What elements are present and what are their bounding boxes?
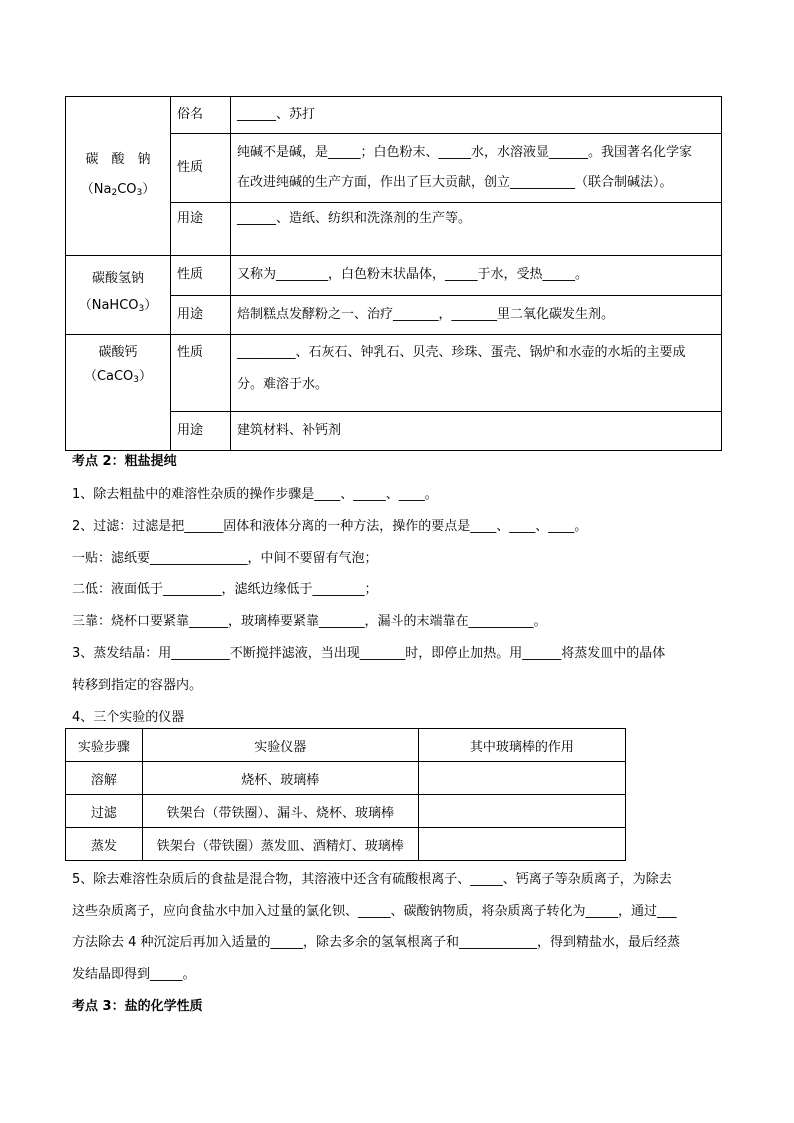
table-cell: 过滤 [66,795,143,828]
section-heading: 考点 3：盐的化学性质 [72,999,203,1014]
attr-label: 性质 [171,134,231,203]
salt-properties-table [65,96,722,451]
text-line: 转移到指定的容器内。 [72,678,203,693]
table-header: 实验仪器 [142,729,418,762]
table-header-row [66,729,626,762]
text-line: 一贴：滤纸要_______________，中间不要留有气泡； [72,551,378,566]
attr-desc: 建筑材料、补钙剂 [231,412,722,451]
attr-label: 用途 [171,412,231,451]
table-cell: 蒸发 [66,828,143,861]
table-row [66,795,626,828]
attr-desc [231,335,722,412]
attr-desc: ______、造纸、纺织和洗涤剂的生产等。 [231,203,722,256]
table-row [66,828,626,861]
salt-name-cell [66,335,171,451]
table-row [66,762,626,795]
desc-line: 在改进纯碱的生产方面，作出了巨大贡献，创立__________（联合制碱法）。 [237,175,673,190]
table-cell: 铁架台（带铁圈）蒸发皿、酒精灯、玻璃棒 [142,828,418,861]
attr-label: 性质 [171,335,231,412]
attr-desc [231,134,722,203]
desc-line: 分。难溶于水。 [237,377,329,392]
attr-desc: 又称为________，白色粉末状晶体，_____于水，受热_____。 [231,256,722,296]
text-line: 2、过滤：过滤是把______固体和液体分离的一种方法，操作的要点是____、____、____。 [72,519,588,534]
table-header: 实验步骤 [66,729,143,762]
table-cell [418,762,625,795]
table-row [66,97,722,134]
salt-name-cell [66,256,171,335]
desc-line: _________、石灰石、钟乳石、贝壳、珍珠、蛋壳、锅炉和水壶的水垢的主要成 [237,345,686,360]
text-line: 1、除去粗盐中的难溶性杂质的操作步骤是____、_____、____。 [72,487,438,502]
table-cell: 铁架台（带铁圈）、漏斗、烧杯、玻璃棒 [142,795,418,828]
salt-name-cell [66,97,171,256]
text-line: 三靠：烧杯口要紧靠______，玻璃棒要紧靠_______，漏斗的末端靠在__________。 [72,614,547,629]
table-row [66,335,722,412]
table-cell: 烧杯、玻璃棒 [142,762,418,795]
attr-desc: 焙制糕点发酵粉之一、治疗_______，_______里二氧化碳发生剂。 [231,295,722,335]
text-line: 发结晶即得到_____。 [72,967,196,982]
salt-formula: $(Na_2CO_3)$ [80,181,156,198]
text-line: 方法除去 4 种沉淀后再加入适量的_____，除去多余的氢氧根离子和____________，得到精盐水，最后经蒸 [72,935,681,950]
text-line: 二低：液面低于_________，滤纸边缘低于________； [72,582,378,597]
text-line: 3、蒸发结晶：用_________不断搅拌滤液，当出现_______时，即停止加热。用______将蒸发皿中的晶体 [72,646,666,661]
salt-name: 碳 酸 钠 [85,151,151,167]
instruments-table [65,728,626,861]
table-row [66,256,722,296]
attr-label: 性质 [171,256,231,296]
attr-label: 用途 [171,295,231,335]
text-line: 这些杂质离子，应向食盐水中加入过量的氯化钡、_____、碳酸钠物质，将杂质离子转化为_____，通过___ [72,904,677,919]
attr-desc: ______、苏打 [231,97,722,134]
text-line: 4、三个实验的仪器 [72,710,185,725]
attr-label: 俗名 [171,97,231,134]
table-cell [418,795,625,828]
table-cell: 溶解 [66,762,143,795]
desc-line: 纯碱不是碱，是_____；白色粉末、_____水，水溶液显______。我国著名化学家 [237,145,693,160]
table-header: 其中玻璃棒的作用 [418,729,625,762]
attr-label: 用途 [171,203,231,256]
salt-formula: （NaHCO$_3$） [78,297,158,314]
section-heading: 考点 2：粗盐提纯 [72,454,177,469]
salt-formula: 碳酸钙（CaCO$_3$） [83,345,153,385]
table-cell [418,828,625,861]
text-line: 5、除去难溶性杂质后的食盐是混合物，其溶液中还含有硫酸根离子、_____、钙离子等杂质离子，为除去 [72,872,672,887]
salt-name: 碳酸氢钠 [91,270,144,286]
